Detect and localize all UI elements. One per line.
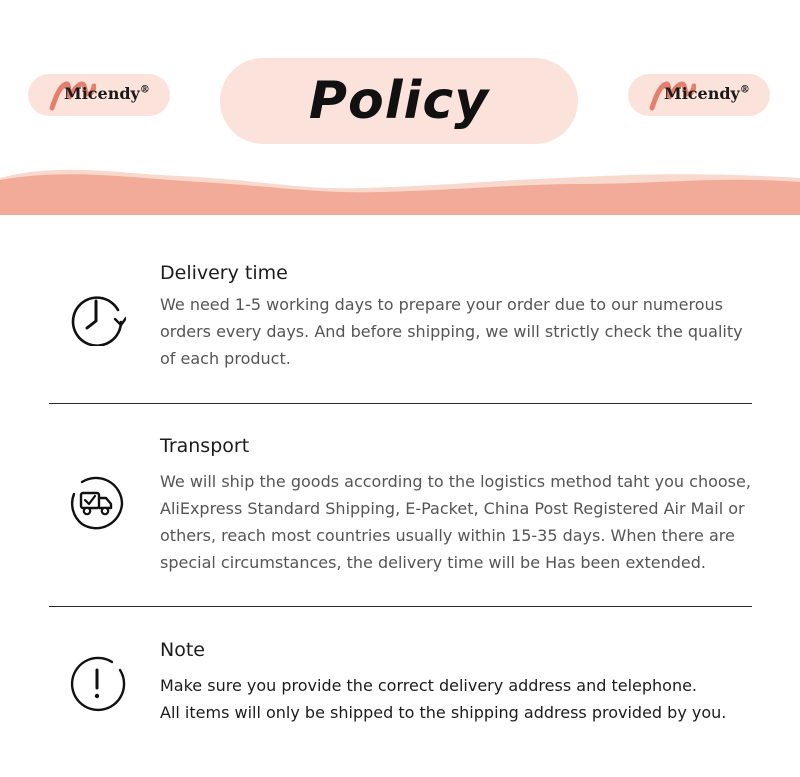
title-pill <box>220 58 578 144</box>
body-line: AliExpress Standard Shipping, E-Packet, China Post Registered Air Mail or <box>160 499 745 518</box>
section-divider <box>49 606 752 607</box>
body-line: orders every days. And before shipping, we will strictly check the quality <box>160 322 743 341</box>
section-title: Note <box>160 639 205 661</box>
section-divider <box>49 403 752 404</box>
delivery-truck-icon <box>68 474 126 532</box>
section-body <box>160 291 760 372</box>
section-title: Transport <box>160 435 250 457</box>
brand-logo-right <box>628 74 770 116</box>
section-title: Delivery time <box>160 262 288 284</box>
exclamation-icon <box>68 654 126 712</box>
clock-icon <box>68 288 126 346</box>
header-wave <box>0 150 800 215</box>
page-title: Policy <box>308 71 490 131</box>
body-line: All items will only be shipped to the shipping address provided by you. <box>160 703 727 722</box>
brand-logo-left <box>28 74 170 116</box>
body-line: special circumstances, the delivery time will be Has been extended. <box>160 553 706 572</box>
body-line: of each product. <box>160 349 291 368</box>
brand-name-right: Micendy® <box>664 84 750 103</box>
brand-name-left: Micendy® <box>64 84 150 103</box>
body-line: others, reach most countries usually within 15-35 days. When there are <box>160 526 735 545</box>
section-body <box>160 672 760 726</box>
header-banner <box>0 0 800 215</box>
section-body <box>160 468 760 576</box>
body-line: We need 1-5 working days to prepare your order due to our numerous <box>160 295 723 314</box>
body-line: We will ship the goods according to the logistics method taht you choose, <box>160 472 751 491</box>
body-line: Make sure you provide the correct delivery address and telephone. <box>160 676 698 695</box>
